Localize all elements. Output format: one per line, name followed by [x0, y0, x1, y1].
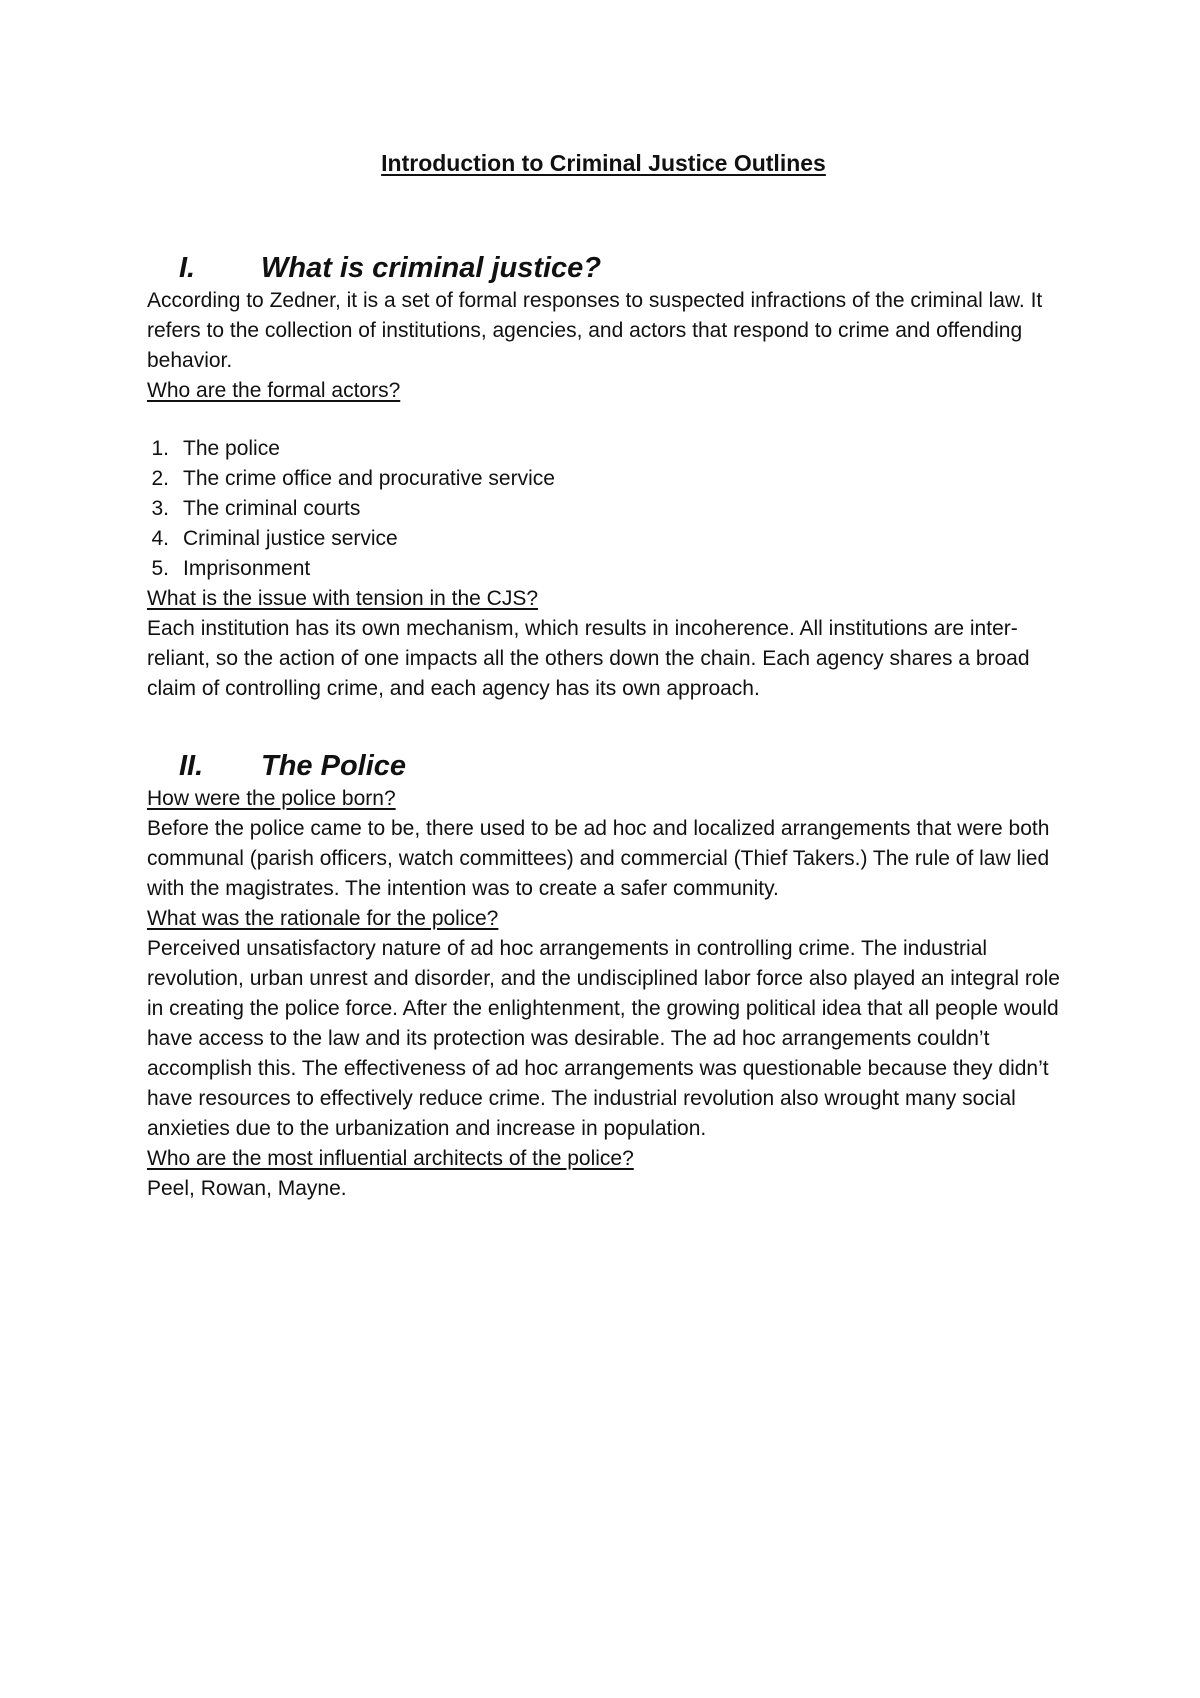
list-item-text: The crime office and procurative service — [183, 467, 555, 490]
list-item-number: 3. — [151, 497, 169, 520]
list-item-number: 2. — [151, 467, 169, 490]
list-item-text: Imprisonment — [183, 557, 311, 580]
list-item — [147, 464, 1060, 494]
list-item-text: Criminal justice service — [183, 527, 398, 550]
answer-police-born: Before the police came to be, there used to be ad hoc and localized arrangements that were both communal (parish officers, watch committees) and commercial (Thief Takers.) The rule of law lied with the magistrates. The intention was to create a safer community. — [147, 817, 1050, 900]
answer-cjs-tension: Each institution has its own mechanism, which results in incoherence. All institutions are inter-reliant, so the action of one impacts all the others down the chain. Each agency shares a broad claim of controlling crime, and each agency has its own approach. — [147, 617, 1030, 700]
list-item-text: The police — [183, 437, 280, 460]
list-item-number: 4. — [151, 527, 169, 550]
section-1-title: What is criminal justice? — [261, 252, 602, 284]
question-police-born: How were the police born? — [147, 787, 396, 810]
list-item — [147, 524, 1060, 554]
list-item — [147, 554, 1060, 584]
list-item-number: 5. — [151, 557, 169, 580]
question-cjs-tension: What is the issue with tension in the CJS? — [147, 587, 539, 610]
question-formal-actors: Who are the formal actors? — [147, 379, 401, 402]
list-item-number: 1. — [151, 437, 169, 460]
section-2-numeral: II. — [179, 750, 204, 782]
list-item-text: The criminal courts — [183, 497, 361, 520]
list-item — [147, 494, 1060, 524]
section-1-numeral: I. — [179, 252, 196, 284]
document-title: Introduction to Criminal Justice Outlines — [381, 150, 826, 176]
answer-police-architects: Peel, Rowan, Mayne. — [147, 1177, 347, 1200]
answer-police-rationale: Perceived unsatisfactory nature of ad hoc arrangements in controlling crime. The industrial revolution, urban unrest and disorder, and the undisciplined labor force also played an integral role in creating the police force. After the enlightenment, the growing political idea that all people would have access to the law and its protection was desirable. The ad hoc arrangements couldn’t accomplish this. The effectiveness of ad hoc arrangements was questionable because they didn’t have resources to effectively reduce crime. The industrial revolution also wrought many social anxieties due to the urbanization and increase in population. — [147, 937, 1060, 1140]
section-2-heading — [147, 748, 1060, 784]
section-1-intro-paragraph: According to Zedner, it is a set of formal responses to suspected infractions of the criminal law. It refers to the collection of institutions, agencies, and actors that respond to crime and offending behavior. — [147, 289, 1043, 372]
question-police-architects: Who are the most influential architects of the police? — [147, 1147, 634, 1170]
section-1-heading — [147, 250, 1060, 286]
formal-actors-list — [147, 434, 1060, 584]
list-item — [147, 434, 1060, 464]
section-2-title: The Police — [261, 750, 407, 782]
question-police-rationale: What was the rationale for the police? — [147, 907, 499, 930]
